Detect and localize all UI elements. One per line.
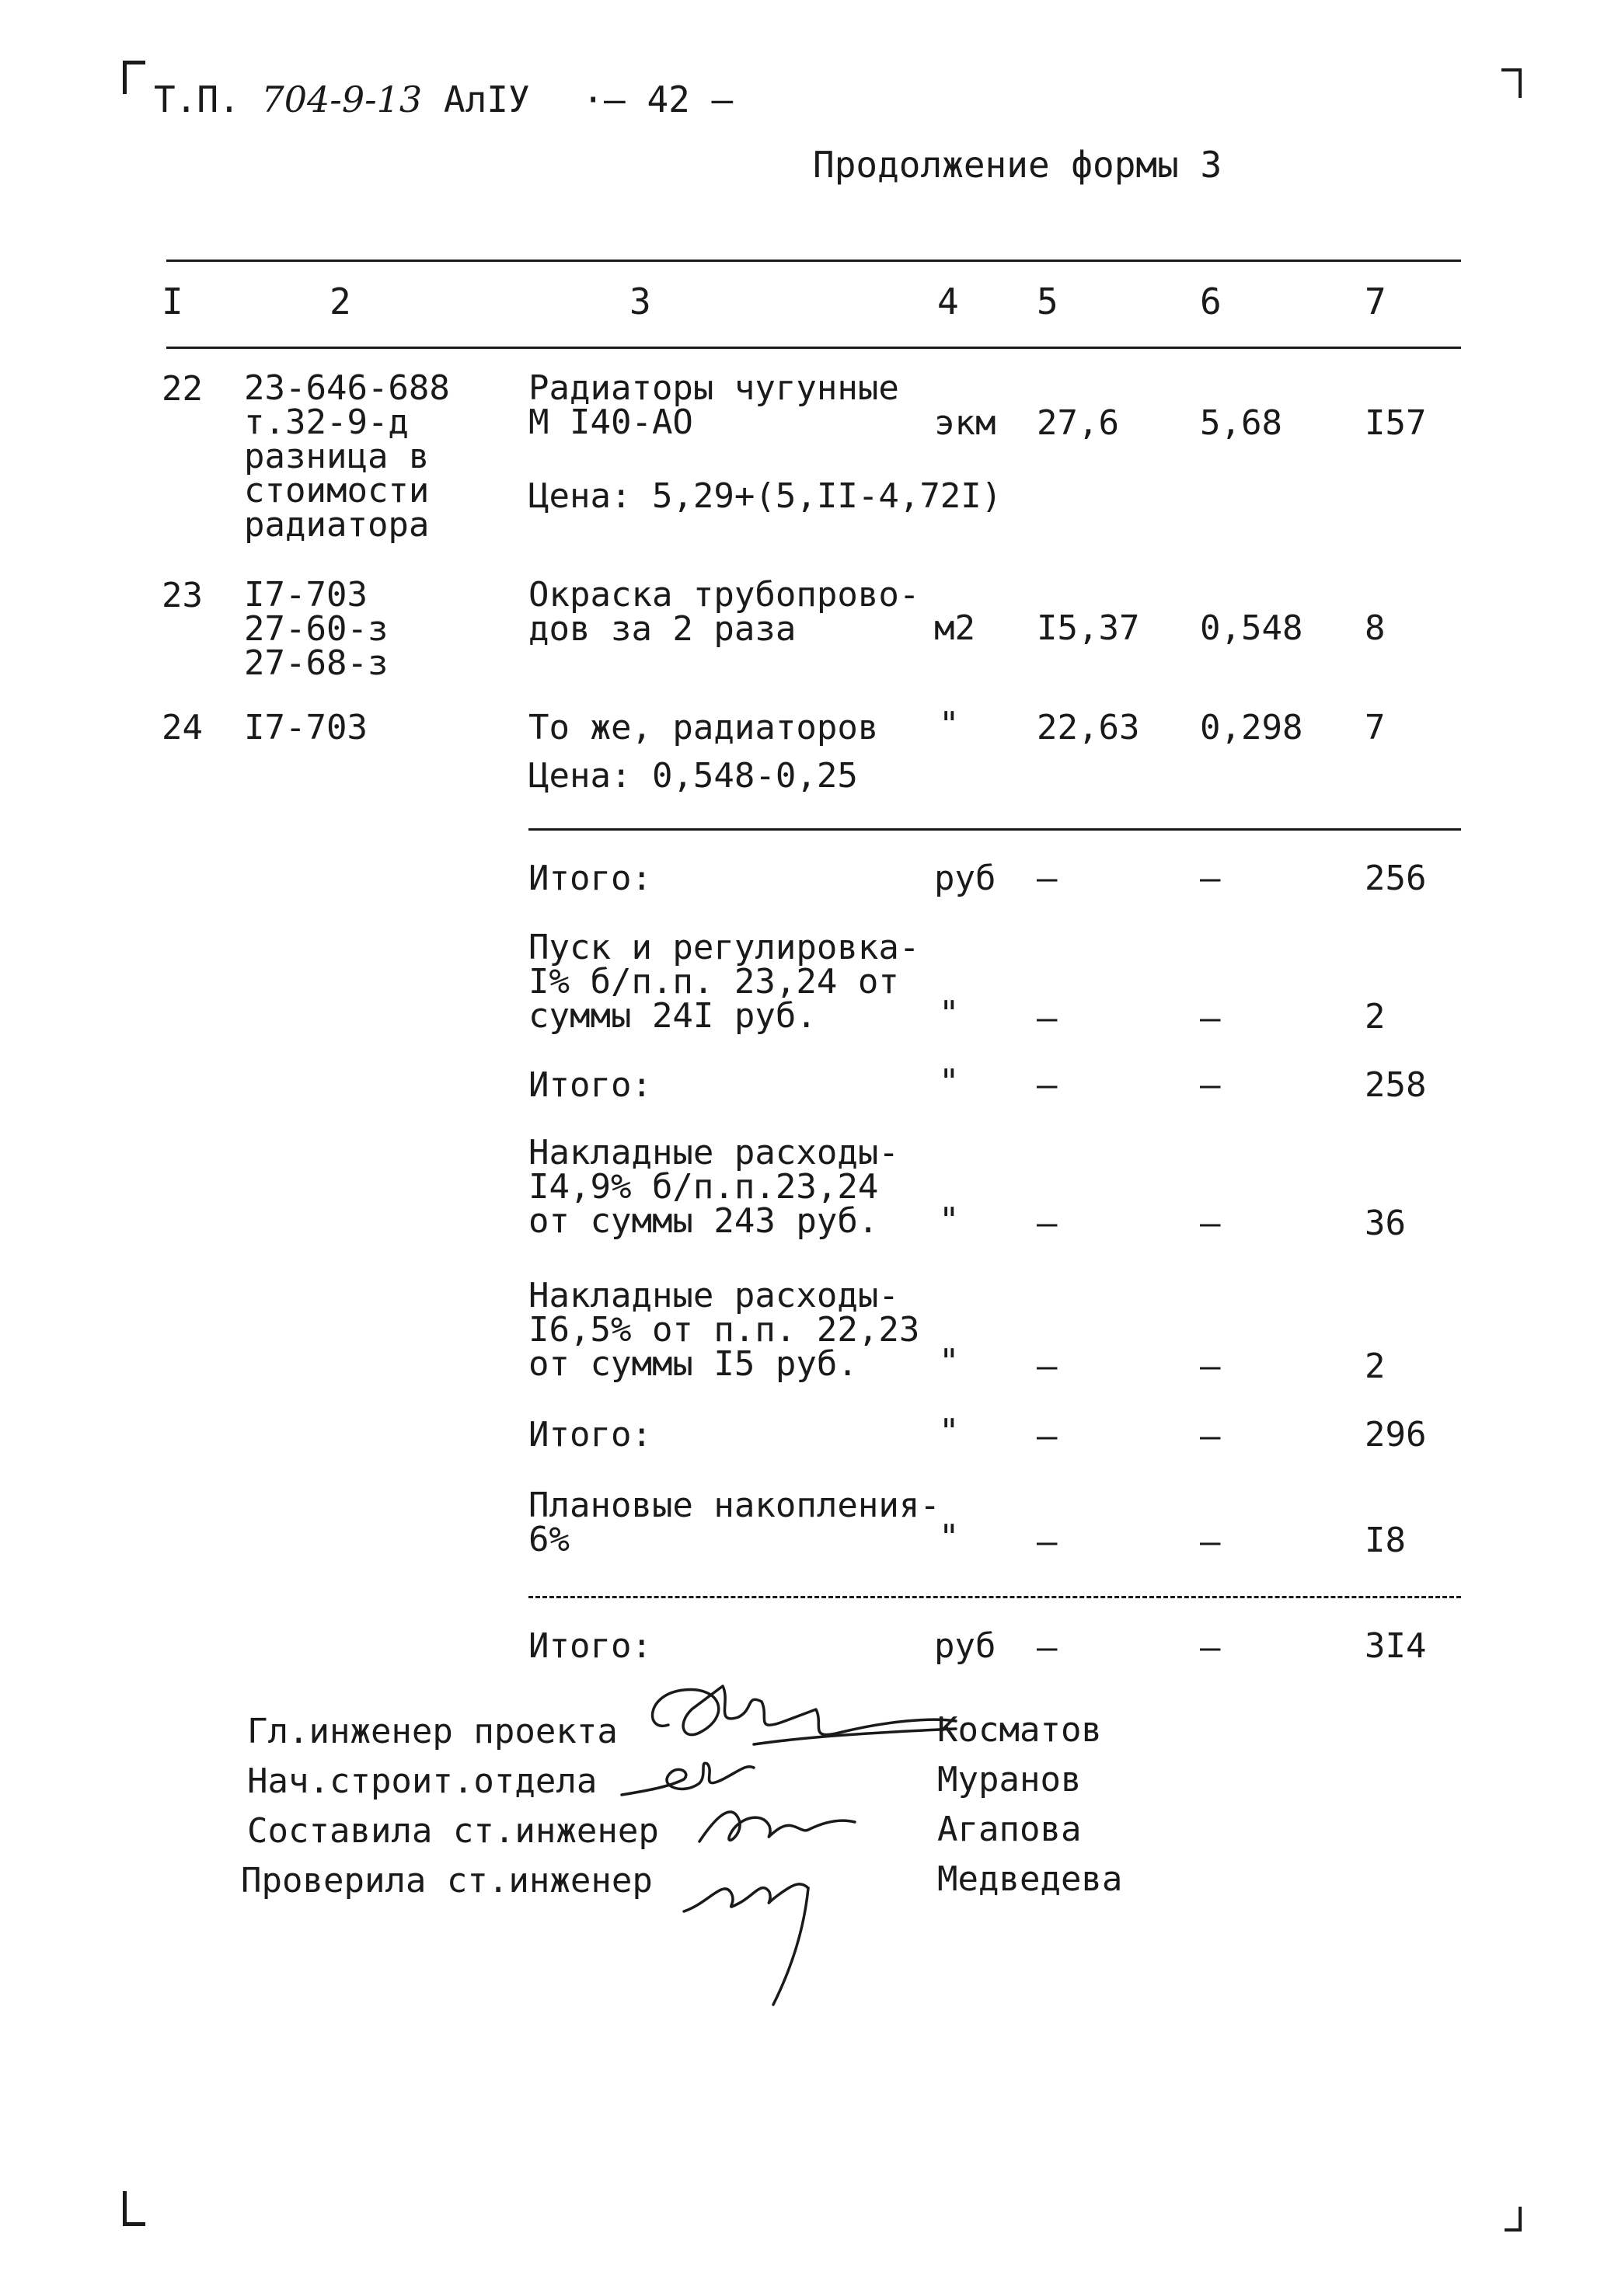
col-header-4: 4 bbox=[937, 280, 959, 322]
signature-4-handwriting bbox=[676, 1849, 832, 2012]
row-code: I7-703 27-60-з 27-68-з bbox=[244, 575, 389, 683]
summary-label: Пуск и регулировка- I% б/п.п. 23,24 от суммы 24I руб. bbox=[528, 928, 920, 1036]
final-price: – bbox=[1200, 1628, 1221, 1667]
row-number: 24 bbox=[162, 708, 203, 747]
row-number: 23 bbox=[162, 576, 203, 615]
signer-role: Нач.строит.отдела bbox=[247, 1761, 598, 1801]
summary-unit: руб bbox=[934, 859, 996, 898]
summary-total: 256 bbox=[1365, 859, 1427, 898]
row-unit: " bbox=[939, 705, 960, 744]
row-total: 7 bbox=[1365, 708, 1386, 747]
summary-unit: " bbox=[939, 1062, 960, 1102]
col-header-1: I bbox=[162, 280, 183, 322]
final-label: Итого: bbox=[528, 1626, 652, 1666]
table-header-rule bbox=[166, 347, 1461, 349]
corner-mark-top-right bbox=[1501, 68, 1522, 98]
col-header-3: 3 bbox=[629, 280, 651, 322]
summary-total: 2 bbox=[1365, 1347, 1386, 1386]
summary-total: 258 bbox=[1365, 1065, 1427, 1105]
row-note: Цена: 0,548-0,25 bbox=[528, 756, 858, 796]
summary-unit: " bbox=[939, 1517, 960, 1557]
summary-unit: " bbox=[939, 1412, 960, 1451]
row-name: Радиаторы чугунные М I40-АО bbox=[528, 368, 899, 442]
summary-label: Накладные расходы- I4,9% б/п.п.23,24 от суммы 243 руб. bbox=[528, 1133, 899, 1241]
summary-label: Итого: bbox=[528, 859, 652, 898]
final-total: 3I4 bbox=[1365, 1626, 1427, 1666]
summary-price: – bbox=[1200, 1522, 1221, 1562]
signer-name: Муранов bbox=[937, 1760, 1082, 1800]
corner-mark-top-left bbox=[123, 61, 145, 94]
summary-price: – bbox=[1200, 1204, 1221, 1243]
summary-label: Итого: bbox=[528, 1415, 652, 1455]
summary-qty: – bbox=[1037, 1522, 1058, 1562]
final-unit: руб bbox=[934, 1626, 996, 1666]
row-qty: 27,6 bbox=[1037, 403, 1119, 443]
col-header-5: 5 bbox=[1037, 280, 1058, 322]
doc-header bbox=[154, 78, 734, 120]
row-total: 8 bbox=[1365, 608, 1386, 648]
col-header-2: 2 bbox=[330, 280, 351, 322]
corner-mark-bottom-left bbox=[123, 2191, 145, 2226]
col-header-6: 6 bbox=[1200, 280, 1222, 322]
form-continuation: Продолжение формы 3 bbox=[813, 144, 1222, 186]
page-number: ·— 42 — bbox=[582, 78, 734, 120]
row-unit: м2 bbox=[934, 608, 975, 648]
summary-total: 2 bbox=[1365, 997, 1386, 1037]
corner-mark-bottom-right bbox=[1505, 2207, 1522, 2232]
row-name: То же, радиаторов bbox=[528, 708, 879, 747]
row-name: Окраска трубопрово- дов за 2 раза bbox=[528, 575, 920, 649]
summary-label: Итого: bbox=[528, 1065, 652, 1105]
row-unit: экм bbox=[934, 403, 996, 443]
signer-role: Составила ст.инженер bbox=[247, 1811, 659, 1851]
summary-price: – bbox=[1200, 1347, 1221, 1386]
summary-price: – bbox=[1200, 859, 1221, 898]
summary-label: Плановые накопления- 6% bbox=[528, 1486, 940, 1559]
row-price: 5,68 bbox=[1200, 403, 1282, 443]
col-header-7: 7 bbox=[1365, 280, 1386, 322]
row-code: 23-646-688 т.32-9-д разница в стоимости радиатора bbox=[244, 368, 450, 545]
signer-name: Агапова bbox=[937, 1810, 1082, 1849]
section-rule bbox=[528, 828, 1461, 831]
signer-role: Проверила ст.инженер bbox=[241, 1861, 653, 1901]
row-qty: 22,63 bbox=[1037, 708, 1140, 747]
summary-qty: – bbox=[1037, 1065, 1058, 1105]
row-qty: I5,37 bbox=[1037, 608, 1140, 648]
summary-price: – bbox=[1200, 1065, 1221, 1105]
album-label: АлIУ bbox=[443, 78, 530, 120]
summary-qty: – bbox=[1037, 1347, 1058, 1386]
summary-total: 36 bbox=[1365, 1204, 1406, 1243]
summary-unit: " bbox=[939, 1342, 960, 1381]
summary-total: I8 bbox=[1365, 1521, 1406, 1560]
summary-qty: – bbox=[1037, 859, 1058, 898]
summary-total: 296 bbox=[1365, 1415, 1427, 1455]
row-number: 22 bbox=[162, 369, 203, 409]
summary-label: Накладные расходы- I6,5% от п.п. 22,23 от суммы I5 руб. bbox=[528, 1276, 920, 1384]
row-total: I57 bbox=[1365, 403, 1427, 443]
summary-qty: – bbox=[1037, 1416, 1058, 1456]
project-code: 704-9-13 bbox=[261, 78, 423, 120]
final-qty: – bbox=[1037, 1628, 1058, 1667]
row-price: 0,298 bbox=[1200, 708, 1303, 747]
summary-price: – bbox=[1200, 1416, 1221, 1456]
signer-role: Гл.инженер проекта bbox=[247, 1712, 618, 1751]
final-rule bbox=[528, 1596, 1461, 1598]
summary-qty: – bbox=[1037, 998, 1058, 1038]
row-code: I7-703 bbox=[244, 708, 368, 747]
summary-price: – bbox=[1200, 998, 1221, 1038]
tp-label: Т.П. bbox=[154, 78, 240, 120]
table-top-rule bbox=[166, 260, 1461, 262]
summary-unit: " bbox=[939, 994, 960, 1033]
row-price: 0,548 bbox=[1200, 608, 1303, 648]
summary-unit: " bbox=[939, 1200, 960, 1240]
summary-qty: – bbox=[1037, 1204, 1058, 1243]
row-note: Цена: 5,29+(5,II-4,72I) bbox=[528, 476, 1003, 516]
signer-name: Косматов bbox=[937, 1710, 1102, 1750]
signer-name: Медведева bbox=[937, 1859, 1123, 1899]
